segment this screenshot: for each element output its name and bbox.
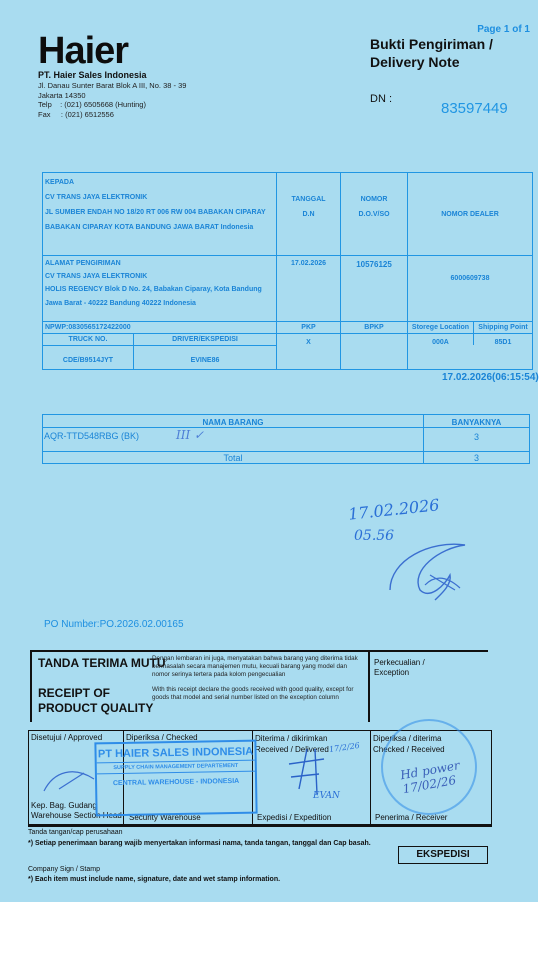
shipping-label: Shipping Point xyxy=(478,324,528,331)
tanggal-value: 17.02.2026 xyxy=(290,260,327,267)
quality-text-id: Dengan lembaran ini juga, menyatakan bahwa barang yang diterima tidak bermasalah secara manajemen mutu, kecuali barang yang model dan nomor serinya tertera pada kolom pengecualian xyxy=(152,655,358,678)
item-qty: 3 xyxy=(473,432,479,442)
haier-logo: Haier xyxy=(38,30,129,72)
recipient-address-line2: BABAKAN CIPARAY KOTA BANDUNG JAWA BARAT Indonesia xyxy=(45,224,254,231)
ship-name: CV TRANS JAYA ELEKTRONIK xyxy=(45,273,148,280)
pkp-label: PKP xyxy=(301,324,316,331)
total-value: 3 xyxy=(473,453,479,463)
handwritten-check: III ✓ xyxy=(176,428,205,442)
storage-label: Storege Location xyxy=(411,324,470,331)
print-datetime: 17.02.2026(06:15:54) xyxy=(442,372,539,383)
items-table xyxy=(42,414,530,464)
company-sign-label-en: Company Sign / Stamp xyxy=(28,866,100,873)
approved-role: Kep. Bag. Gudang Warehouse Section Head xyxy=(31,801,122,820)
npwp: NPWP:0830565172422000 xyxy=(45,324,131,331)
approver-signature xyxy=(39,761,99,801)
nomor-label: NOMOR xyxy=(360,196,388,203)
recipient-table xyxy=(42,172,533,370)
received-role: Penerima / Receiver xyxy=(375,813,448,822)
ship-address-line2: Jawa Barat - 40222 Bandung 40222 Indonesia xyxy=(45,300,196,307)
signature-table xyxy=(28,730,492,827)
receiver-signature: Hd power 17/02/26 xyxy=(399,758,461,797)
copy-label-box xyxy=(398,846,488,864)
stamp-line3: CENTRAL WAREHOUSE - INDONESIA xyxy=(112,777,240,788)
approved-label: Disetujui / Approved xyxy=(31,733,103,742)
dn-number: 83597449 xyxy=(441,100,508,117)
dn-label: DN : xyxy=(370,93,392,105)
delivered-label: Diterima / dikirimkan Received / Delivered xyxy=(255,734,329,754)
tanggal-sublabel: D.N xyxy=(302,211,315,218)
kepada-label: KEPADA xyxy=(45,179,75,186)
nomor-sublabel: D.O.V/SO xyxy=(358,211,390,218)
handwritten-date: 17.02.2026 xyxy=(347,495,441,524)
driver-label: DRIVER/EKSPEDISI xyxy=(172,336,238,343)
driver-value: EVINE86 xyxy=(190,357,220,364)
tanggal-label: TANGGAL xyxy=(291,196,326,203)
truck-label: TRUCK NO. xyxy=(68,336,108,343)
recipient-address-line1: JL SUMBER ENDAH NO 18/20 RT 006 RW 004 BABAKAN CIPARAY xyxy=(45,209,266,216)
stamp-line1: PT HAIER SALES INDONESIA xyxy=(97,745,254,761)
truck-value: CDE/B9514JYT xyxy=(62,357,114,364)
company-address: Jl. Danau Sunter Barat Blok A III, No. 38 - 39 Jakarta 14350 Telp : (021) 6505668 (Hunting) Fax : (021) 6512556 xyxy=(38,81,187,119)
signature-scribble xyxy=(380,530,480,610)
item-name: AQR-TTD548RBG (BK) xyxy=(44,431,140,441)
shipping-value: 85D1 xyxy=(494,339,512,346)
company-name: PT. Haier Sales Indonesia xyxy=(38,70,147,80)
document-title: Bukti Pengiriman / Delivery Note xyxy=(370,36,493,70)
company-sign-label: Tanda tangan/cap perusahaan xyxy=(28,829,123,836)
delivered-role: Expedisi / Expedition xyxy=(257,813,332,822)
exception-label: Perkecualian / Exception xyxy=(374,658,425,677)
dealer-label: NOMOR DEALER xyxy=(441,211,499,218)
quality-title-id: TANDA TERIMA MUTU xyxy=(38,656,166,670)
dealer-value: 6000609738 xyxy=(450,275,490,282)
quality-receipt-box xyxy=(30,650,488,722)
received-label: Diperiksa / diterima Checked / Received xyxy=(373,734,445,754)
quality-text-en: With this receipt declare the goods received with good quality, except for goods that model and serial number listed on the exception column xyxy=(152,686,354,701)
handwritten-time: 05.56 xyxy=(354,528,395,544)
pkp-value: X xyxy=(306,339,311,346)
copy-label: EKSPEDISI xyxy=(416,849,470,860)
col-header-item: NAMA BARANG xyxy=(202,418,264,427)
footer-note-en: *) Each item must include name, signature, date and wet stamp information. xyxy=(28,876,281,883)
checked-label: Diperiksa / Checked xyxy=(126,733,198,742)
ship-address-label: ALAMAT PENGIRIMAN xyxy=(45,260,121,267)
page-indicator: Page 1 of 1 xyxy=(477,24,530,35)
courier-date: 17/2/26 xyxy=(328,740,361,755)
col-header-qty: BANYAKNYA xyxy=(451,418,502,427)
courier-name: EVAN xyxy=(313,791,340,801)
quality-title-en: RECEIPT OF PRODUCT QUALITY xyxy=(38,686,154,715)
checked-role: Security Warehouse xyxy=(129,813,201,822)
storage-value: 000A xyxy=(432,339,449,346)
recipient-name: CV TRANS JAYA ELEKTRONIK xyxy=(45,194,148,201)
company-stamp xyxy=(94,740,257,817)
total-label: Total xyxy=(223,453,243,463)
po-number: PO Number:PO.2026.02.00165 xyxy=(44,619,184,630)
footer-note-id: *) Setiap penerimaan barang wajib menyertakan informasi nama, tanda tangan, tanggal dan Cap basah. xyxy=(28,840,371,847)
bpkp-label: BPKP xyxy=(364,324,384,331)
stamp-line2: SUPPLY CHAIN MANAGEMENT DEPARTEMENT xyxy=(97,760,255,775)
ship-address-line1: HOLIS REGENCY Blok D No. 24, Babakan Ciparay, Kota Bandung xyxy=(45,286,262,293)
nomor-value: 10576125 xyxy=(356,260,392,269)
